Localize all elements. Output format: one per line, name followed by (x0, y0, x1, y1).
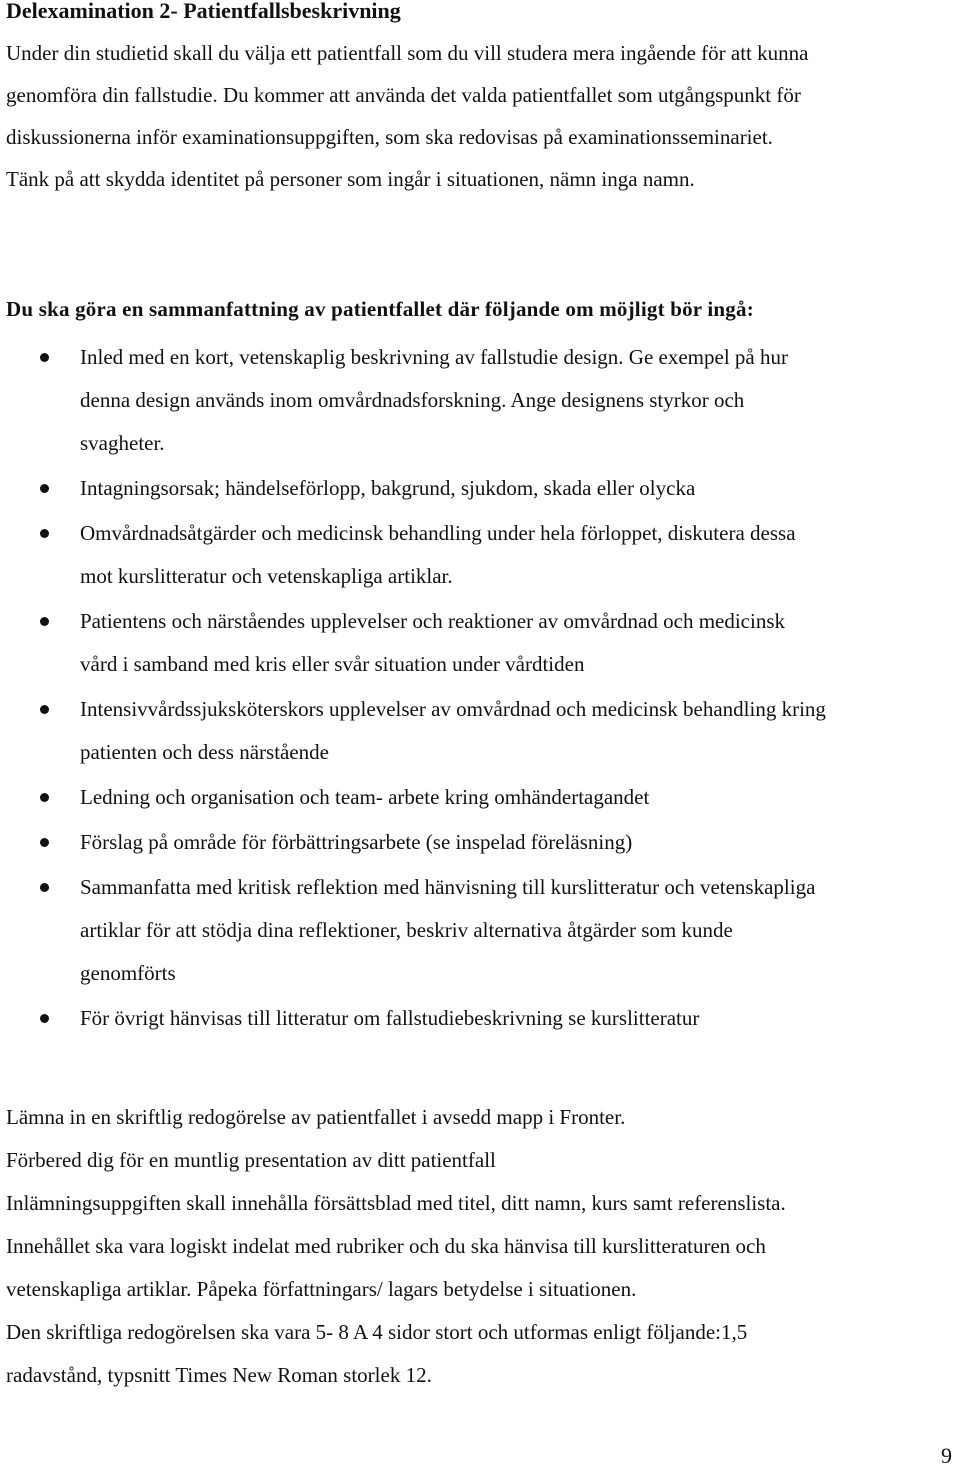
bullet-icon (40, 484, 49, 493)
list-item-line: Omvårdnadsåtgärder och medicinsk behandling under hela förloppet, diskutera dessa (80, 521, 796, 545)
list-item-line: För övrigt hänvisas till litteratur om fallstudiebeskrivning se kurslitteratur (80, 1006, 700, 1030)
requirements-list (0, 336, 960, 1042)
list-item (0, 512, 960, 598)
list-item-line: genomförts (80, 961, 176, 985)
closing-instructions (6, 1096, 956, 1397)
list-item-line: denna design används inom omvårdnadsforskning. Ange designens styrkor och (80, 388, 745, 412)
bullet-icon (40, 529, 49, 538)
intro-line: genomföra din fallstudie. Du kommer att använda det valda patientfallet som utgångspunkt för (6, 83, 801, 107)
list-item (0, 866, 960, 995)
list-item (0, 467, 960, 510)
list-item-line: Sammanfatta med kritisk reflektion med hänvisning till kurslitteratur och vetenskapliga (80, 875, 816, 899)
closing-line: Inlämningsuppgiften skall innehålla försättsblad med titel, ditt namn, kurs samt referenslista. (6, 1191, 786, 1215)
list-item-line: Förslag på område för förbättringsarbete (se inspelad föreläsning) (80, 830, 633, 854)
list-item (0, 997, 960, 1040)
list-item (0, 600, 960, 686)
list-item-line: artiklar för att stödja dina reflektioner, beskriv alternativa åtgärder som kunde (80, 918, 733, 942)
intro-line: Tänk på att skydda identitet på personer som ingår i situationen, nämn inga namn. (6, 167, 695, 191)
intro-line: diskussionerna inför examinationsuppgiften, som ska redovisas på examinationsseminariet. (6, 125, 773, 149)
page-heading: Delexamination 2- Patientfallsbeskrivning (6, 0, 401, 23)
list-item-line: Intagningsorsak; händelseförlopp, bakgrund, sjukdom, skada eller olycka (80, 476, 696, 500)
list-item-line: Ledning och organisation och team- arbete kring omhändertagandet (80, 785, 650, 809)
intro-line: Under din studietid skall du välja ett patientfall som du vill studera mera ingående för att kunna (6, 41, 809, 65)
list-item (0, 821, 960, 864)
bullet-icon (40, 1014, 49, 1023)
page-number: 9 (941, 1443, 952, 1468)
bullet-icon (40, 617, 49, 626)
closing-line: Lämna in en skriftlig redogörelse av patientfallet i avsedd mapp i Fronter. (6, 1105, 626, 1129)
list-item (0, 336, 960, 465)
list-item-line: Patientens och närståendes upplevelser och reaktioner av omvårdnad och medicinsk (80, 609, 786, 633)
closing-line: Den skriftliga redogörelsen ska vara 5- 8 A 4 sidor stort och utformas enligt följande:1,5 (6, 1320, 748, 1344)
bullet-icon (40, 353, 49, 362)
list-item (0, 688, 960, 774)
list-item-line: vård i samband med kris eller svår situation under vårdtiden (80, 652, 585, 676)
closing-line: Innehållet ska vara logiskt indelat med rubriker och du ska hänvisa till kurslitteraturen och (6, 1234, 766, 1258)
bullet-icon (40, 793, 49, 802)
closing-line: vetenskapliga artiklar. Påpeka författningars/ lagars betydelse i situationen. (6, 1277, 637, 1301)
closing-line: Förbered dig för en muntlig presentation av ditt patientfall (6, 1148, 496, 1172)
bullet-icon (40, 883, 49, 892)
list-item-line: svagheter. (80, 431, 165, 455)
list-item-line: mot kurslitteratur och vetenskapliga artiklar. (80, 564, 453, 588)
list-item-line: patienten och dess närstående (80, 740, 329, 764)
list-item-line: Inled med en kort, vetenskaplig beskrivning av fallstudie design. Ge exempel på hur (80, 345, 788, 369)
section-heading: Du ska göra en sammanfattning av patientfallet där följande om möjligt bör ingå: (6, 297, 754, 321)
closing-line: radavstånd, typsnitt Times New Roman storlek 12. (6, 1363, 432, 1387)
intro-paragraph (6, 32, 956, 200)
bullet-icon (40, 838, 49, 847)
bullet-icon (40, 705, 49, 714)
list-item-line: Intensivvårdssjuksköterskors upplevelser av omvårdnad och medicinsk behandling kring (80, 697, 826, 721)
list-item (0, 776, 960, 819)
